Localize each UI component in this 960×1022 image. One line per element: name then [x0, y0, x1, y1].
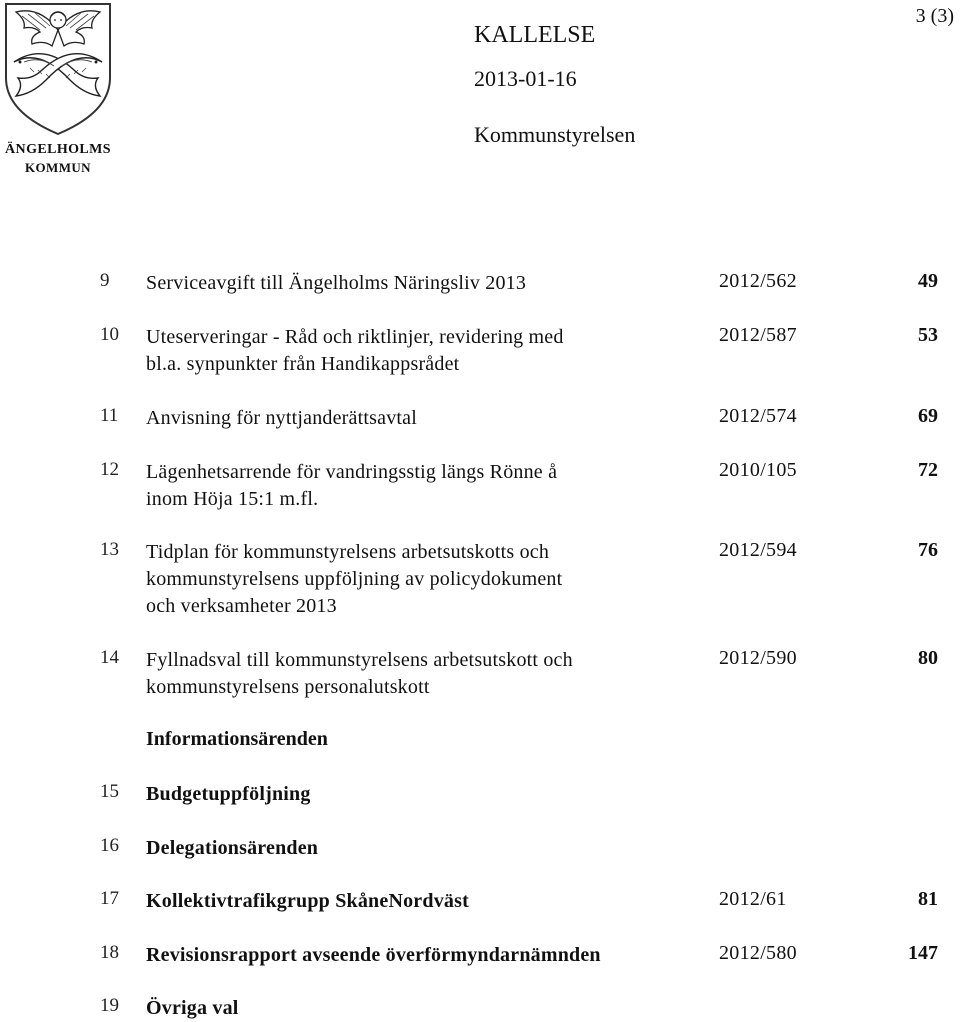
document-organization: Kommunstyrelsen	[474, 122, 636, 147]
logo-text-line2: KOMMUN	[25, 160, 91, 175]
item-page: 81	[918, 888, 938, 910]
item-title: Övriga val	[146, 997, 239, 1019]
item-number: 11	[100, 405, 119, 426]
item-page: 72	[918, 459, 938, 481]
document-date: 2013-01-16	[474, 66, 577, 91]
item-title: Anvisning för nyttjanderättsavtal	[146, 407, 417, 429]
item-title: Fyllnadsval till kommunstyrelsens arbetsutskott och kommunstyrelsens personalutskott	[146, 649, 573, 698]
item-page: 49	[918, 270, 938, 292]
page-number: 3 (3)	[915, 5, 954, 27]
item-case-number: 2012/580	[719, 942, 797, 964]
item-case-number: 2010/105	[719, 459, 797, 481]
item-number: 18	[100, 942, 119, 963]
item-number: 16	[100, 835, 119, 856]
logo-text-line1: ÄNGELHOLMS	[5, 142, 111, 157]
item-case-number: 2012/61	[719, 888, 787, 910]
item-case-number: 2012/590	[719, 647, 797, 669]
item-title: Budgetuppföljning	[146, 783, 311, 805]
info-section-heading: Informationsärenden	[146, 728, 328, 750]
item-title: Kollektivtrafikgrupp SkåneNordväst	[146, 890, 469, 912]
item-number: 15	[100, 781, 119, 802]
item-number: 13	[100, 539, 119, 560]
item-number: 12	[100, 459, 119, 480]
item-page: 80	[918, 647, 938, 669]
item-case-number: 2012/574	[719, 405, 797, 427]
item-title: Uteserveringar - Råd och riktlinjer, revidering med bl.a. synpunkter från Handikappsrådet	[146, 326, 564, 375]
item-title: Tidplan för kommunstyrelsens arbetsutskotts och kommunstyrelsens uppföljning av policydokument och verksamheter 2013	[146, 541, 563, 617]
item-number: 9	[100, 270, 110, 291]
item-number: 10	[100, 324, 119, 345]
item-case-number: 2012/594	[719, 539, 797, 561]
item-page: 53	[918, 324, 938, 346]
item-case-number: 2012/587	[719, 324, 797, 346]
item-number: 17	[100, 888, 119, 909]
item-number: 19	[100, 995, 119, 1016]
document-title: KALLELSE	[474, 22, 596, 48]
item-page: 76	[918, 539, 938, 561]
item-title: Revisionsrapport avseende överförmyndarnämnden	[146, 944, 601, 966]
item-page: 69	[918, 405, 938, 427]
item-title: Lägenhetsarrende för vandringsstig längs Rönne å inom Höja 15:1 m.fl.	[146, 461, 558, 510]
item-title: Serviceavgift till Ängelholms Näringsliv 2013	[146, 272, 527, 294]
item-case-number: 2012/562	[719, 270, 797, 292]
item-title: Delegationsärenden	[146, 837, 319, 859]
item-number: 14	[100, 647, 119, 668]
item-page: 147	[908, 942, 938, 964]
